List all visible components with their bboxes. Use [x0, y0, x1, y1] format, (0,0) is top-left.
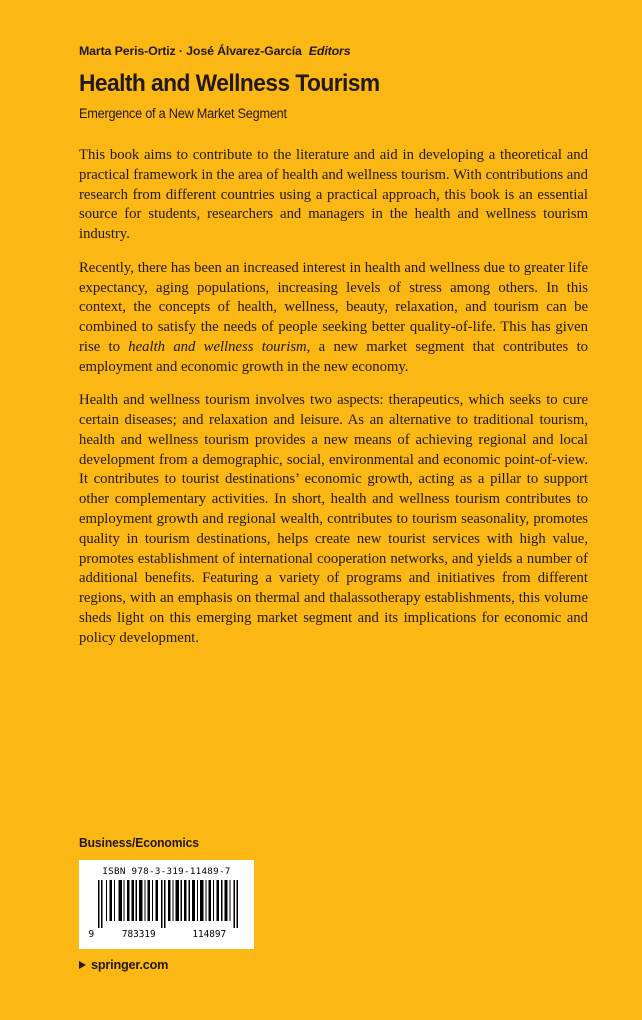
blurb-paragraph-2-part-1: Recently, there has been an increased interest in health and wellness due to greater life expectancy, aging populations, increasing levels of stress among others. In this context, the concepts of health, wellness, beauty, relaxation, and tourism can be combined to satisfy the needs of people seeking better quality-of-life. This has given rise to: [79, 259, 588, 355]
blurb-paragraph-2-emphasis: health and wellness tourism: [128, 338, 307, 355]
blurb-text-block: [79, 146, 588, 648]
blurb-paragraph-1: This book aims to contribute to the literature and aid in developing a theoretical and practical framework in the area of health and wellness tourism. With contributions and research from different countries using a practical approach, this book is an essential source for students, researchers and managers in the health and wellness tourism industry.: [79, 147, 588, 243]
barcode-group-right: 114897: [192, 929, 227, 940]
cover-header: [79, 44, 579, 121]
book-subtitle: Emergence of a New Market Segment: [79, 106, 287, 122]
subject-category-label: Business/Economics: [79, 836, 199, 850]
barcode-digits: [89, 929, 245, 940]
barcode-lead-digit: 9: [88, 929, 95, 940]
publisher-link[interactable]: [79, 957, 339, 972]
editors-role-label: Editors: [308, 44, 351, 58]
editors-line: [79, 44, 579, 60]
blurb-paragraph-2-part-2: , a new market segment that contributes to employment and economic growth in the new economy.: [79, 338, 588, 375]
barcode-group-left: 783319: [121, 929, 156, 940]
blurb-paragraph-3: Health and wellness tourism involves two aspects: therapeutics, which seeks to cure certain diseases; and relaxation and leisure. As an alternative to traditional tourism, health and wellness tourism provides a new means of achieving regional and local development from a demographic, social, environmental and economic point-of-view. It contributes to tourist destinations’ economic growth, acting as a pillar to support other complementary activities. In short, health and wellness tourism contributes to employment growth and regional wealth, contributes to tourism seasonality, promotes quality in tourism destinations, helps create new tourist services with high value, promotes establishment of international cooperation networks, and yields a number of additional benefits. Featuring a variety of programs and initiatives from different regions, with an emphasis on thermal and thalassotherapy establishments, this volume sheds light on this emerging market segment and its implications for economic and policy development.: [79, 392, 588, 646]
isbn-label: ISBN 978-3-319-11489-7: [102, 866, 231, 877]
ean13-barcode-icon: [89, 880, 245, 928]
isbn-barcode-block: [79, 860, 254, 949]
cover-footer: [79, 836, 339, 972]
play-triangle-icon: [79, 961, 86, 969]
page-title: Health and Wellness Tourism: [79, 69, 380, 97]
blurb-paragraph-2: [79, 259, 588, 378]
publisher-url-label: springer.com: [91, 957, 169, 972]
editor-names: Marta Peris-Ortiz · José Álvarez-García: [79, 44, 302, 58]
